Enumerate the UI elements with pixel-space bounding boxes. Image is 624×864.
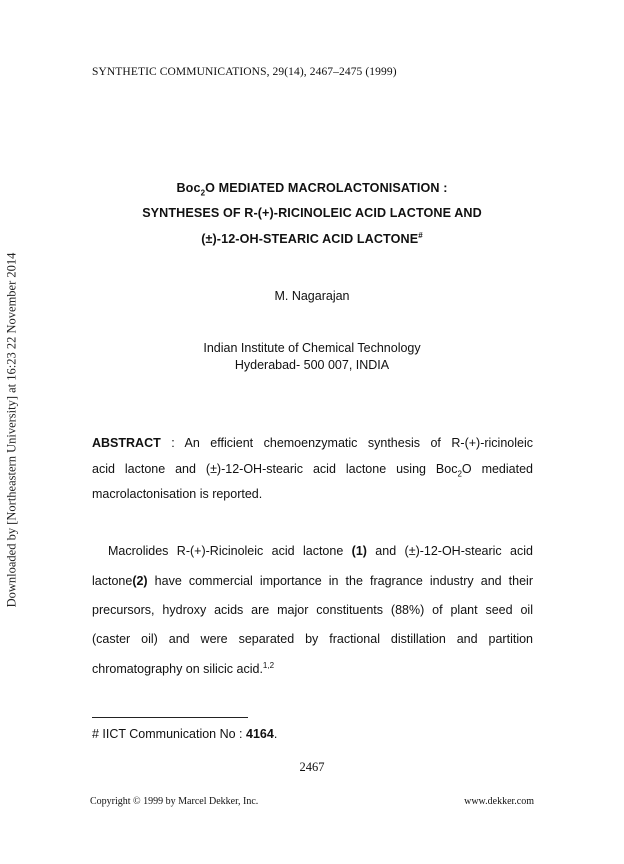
- compound-ref-2: (2): [132, 574, 148, 588]
- body-line-4: (caster oil) and were separated by fractional distillation and partition: [92, 632, 533, 646]
- abstract-line-2-rest: O mediated: [461, 462, 533, 476]
- abstract-subscript: 2: [457, 469, 462, 479]
- body-line-5: [92, 661, 533, 676]
- body-line-2-text: lactone: [92, 574, 133, 588]
- journal-header: SYNTHETIC COMMUNICATIONS, 29(14), 2467–2475 (1999): [92, 66, 397, 78]
- title-subscript: 2: [200, 188, 206, 198]
- footnote-prefix: # IICT Communication No :: [92, 727, 246, 741]
- footnote-number: 4164: [246, 727, 274, 741]
- abstract-line-1: [92, 436, 533, 450]
- body-line-2-rest: have commercial importance in the fragrance industry and their: [147, 574, 533, 588]
- title-line-3: [0, 231, 624, 246]
- title-line-1: [0, 181, 624, 198]
- title-boc: Boc: [176, 181, 201, 195]
- abstract-line-3: macrolactonisation is reported.: [92, 487, 263, 501]
- body-line-1-text: Macrolides R-(+)-Ricinoleic acid lactone: [108, 544, 352, 558]
- title-line-3-text: (±)-12-OH-STEARIC ACID LACTONE: [201, 232, 419, 247]
- body-line-1: [92, 544, 533, 558]
- affiliation-institute: Indian Institute of Chemical Technology: [203, 341, 421, 355]
- abstract-label: ABSTRACT: [92, 436, 161, 450]
- compound-ref-1: (1): [351, 544, 367, 558]
- footnote: [92, 727, 277, 741]
- page-number: 2467: [299, 760, 325, 774]
- body-line-1-rest: and (±)-12-OH-stearic acid: [366, 544, 533, 558]
- body-line-2: [92, 574, 533, 588]
- title-line-2: SYNTHESES OF R-(+)-RICINOLEIC ACID LACTONE AND: [142, 206, 482, 220]
- affiliation-address: Hyderabad- 500 007, INDIA: [234, 358, 390, 372]
- footnote-suffix: .: [273, 727, 278, 741]
- abstract-line-1-text: : An efficient chemoenzymatic synthesis of R-(+)-ricinoleic: [160, 436, 533, 450]
- copyright-notice: Copyright © 1999 by Marcel Dekker, Inc.: [90, 796, 259, 807]
- body-line-5-text: chromatography on silicic acid.: [92, 662, 263, 677]
- footnote-rule: [92, 717, 248, 718]
- body-line-3: precursors, hydroxy acids are major constituents (88%) of plant seed oil: [92, 603, 533, 617]
- abstract-line-2-text: acid lactone and (±)-12-OH-stearic acid lactone using Boc: [92, 462, 458, 476]
- download-watermark: Downloaded by [Northeastern University] at 16:23 22 November 2014: [4, 252, 19, 608]
- abstract-line-2: [92, 462, 533, 479]
- publisher-url: www.dekker.com: [464, 796, 534, 807]
- author-name: M. Nagarajan: [274, 289, 350, 303]
- title-line-1-rest: O MEDIATED MACROLACTONISATION :: [205, 181, 448, 195]
- citation-refs: 1,2: [262, 661, 275, 670]
- title-footnote-mark: #: [418, 231, 423, 240]
